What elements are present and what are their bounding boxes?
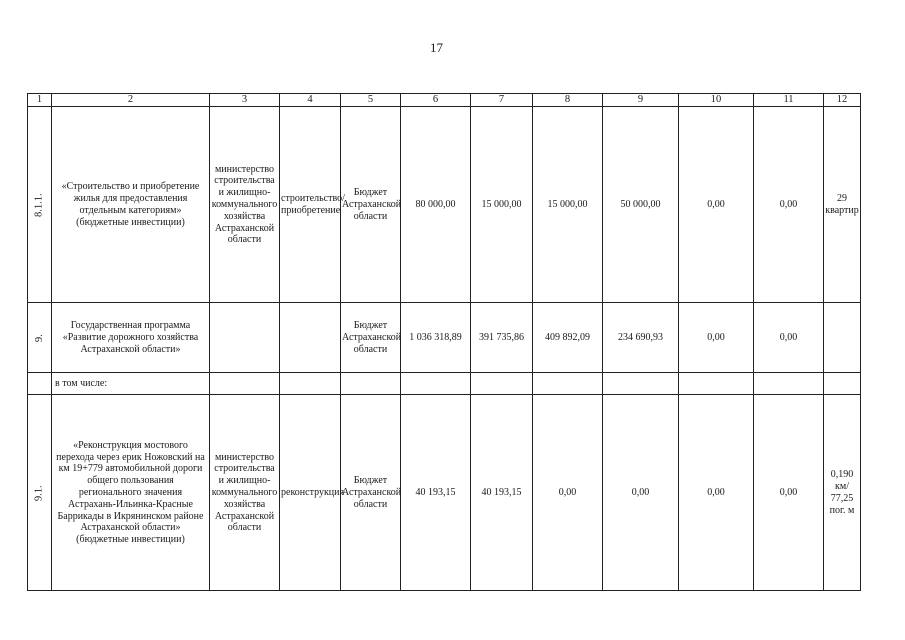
row-value-7: 40 193,15 — [471, 395, 533, 591]
row-value-12: 29 квартир — [824, 107, 861, 303]
empty-cell — [679, 373, 754, 395]
row-value-6: 1 036 318,89 — [401, 303, 471, 373]
col-header-1: 1 — [28, 94, 52, 107]
empty-cell — [603, 373, 679, 395]
row-value-9: 0,00 — [603, 395, 679, 591]
col-header-2: 2 — [52, 94, 210, 107]
row-type — [280, 303, 341, 373]
row-id-cell — [28, 107, 52, 303]
col-header-7: 7 — [471, 94, 533, 107]
table-row — [28, 107, 861, 303]
row-source: Бюджет Астраханской области — [341, 395, 401, 591]
row-name: «Строительство и приобретение жилья для предоставления отдельным категориям» (бюджетные инвестиции) — [52, 107, 210, 303]
column-number-row — [28, 94, 861, 107]
row-value-7: 15 000,00 — [471, 107, 533, 303]
empty-cell — [280, 373, 341, 395]
row-value-11: 0,00 — [754, 303, 824, 373]
col-header-10: 10 — [679, 94, 754, 107]
row-name: Государственная программа «Развитие дорожного хозяйства Астраханской области» — [52, 303, 210, 373]
row-id-cell — [28, 395, 52, 591]
col-header-3: 3 — [210, 94, 280, 107]
row-id: 9.1. — [33, 485, 45, 501]
row-executor: министерство строительства и жилищно-коммунального хозяйства Астраханской области — [210, 395, 280, 591]
col-header-9: 9 — [603, 94, 679, 107]
row-name: «Реконструкция мостового перехода через ерик Ножовский на км 19+779 автомобильной дороги общего пользования регионального значения Астрахань-Ильинка-Красные Баррикады в Икрянинском районе Астраханской области» (бюджетные инвестиции) — [52, 395, 210, 591]
empty-cell — [341, 373, 401, 395]
col-header-12: 12 — [824, 94, 861, 107]
row-value-8: 409 892,09 — [533, 303, 603, 373]
empty-cell — [533, 373, 603, 395]
row-value-12: 0,190 км/ 77,25 пог. м — [824, 395, 861, 591]
row-value-6: 80 000,00 — [401, 107, 471, 303]
page-number: 17 — [430, 40, 443, 55]
empty-cell — [471, 373, 533, 395]
row-value-8: 15 000,00 — [533, 107, 603, 303]
empty-cell — [824, 373, 861, 395]
row-value-9: 234 690,93 — [603, 303, 679, 373]
empty-cell — [210, 373, 280, 395]
row-type: строительство/приобретение — [280, 107, 341, 303]
budget-table-container — [27, 93, 861, 591]
col-header-8: 8 — [533, 94, 603, 107]
row-value-9: 50 000,00 — [603, 107, 679, 303]
table-row — [28, 303, 861, 373]
col-header-5: 5 — [341, 94, 401, 107]
table-row — [28, 395, 861, 591]
budget-table — [27, 93, 861, 591]
row-value-12 — [824, 303, 861, 373]
row-executor — [210, 303, 280, 373]
row-source: Бюджет Астраханской области — [341, 303, 401, 373]
row-value-7: 391 735,86 — [471, 303, 533, 373]
row-id: 9. — [33, 333, 45, 342]
subheading-row — [28, 373, 861, 395]
col-header-4: 4 — [280, 94, 341, 107]
row-type: реконструкция — [280, 395, 341, 591]
subheading-text: в том числе: — [52, 373, 210, 395]
empty-cell — [754, 373, 824, 395]
row-value-10: 0,00 — [679, 395, 754, 591]
row-value-10: 0,00 — [679, 303, 754, 373]
row-executor: министерство строительства и жилищно-коммунального хозяйства Астраханской области — [210, 107, 280, 303]
subheading-id-cell — [28, 373, 52, 395]
row-id: 8.1.1. — [33, 193, 45, 217]
row-value-6: 40 193,15 — [401, 395, 471, 591]
row-value-11: 0,00 — [754, 395, 824, 591]
col-header-11: 11 — [754, 94, 824, 107]
row-id-cell — [28, 303, 52, 373]
col-header-6: 6 — [401, 94, 471, 107]
row-value-10: 0,00 — [679, 107, 754, 303]
row-source: Бюджет Астраханской области — [341, 107, 401, 303]
row-value-8: 0,00 — [533, 395, 603, 591]
empty-cell — [401, 373, 471, 395]
row-value-11: 0,00 — [754, 107, 824, 303]
